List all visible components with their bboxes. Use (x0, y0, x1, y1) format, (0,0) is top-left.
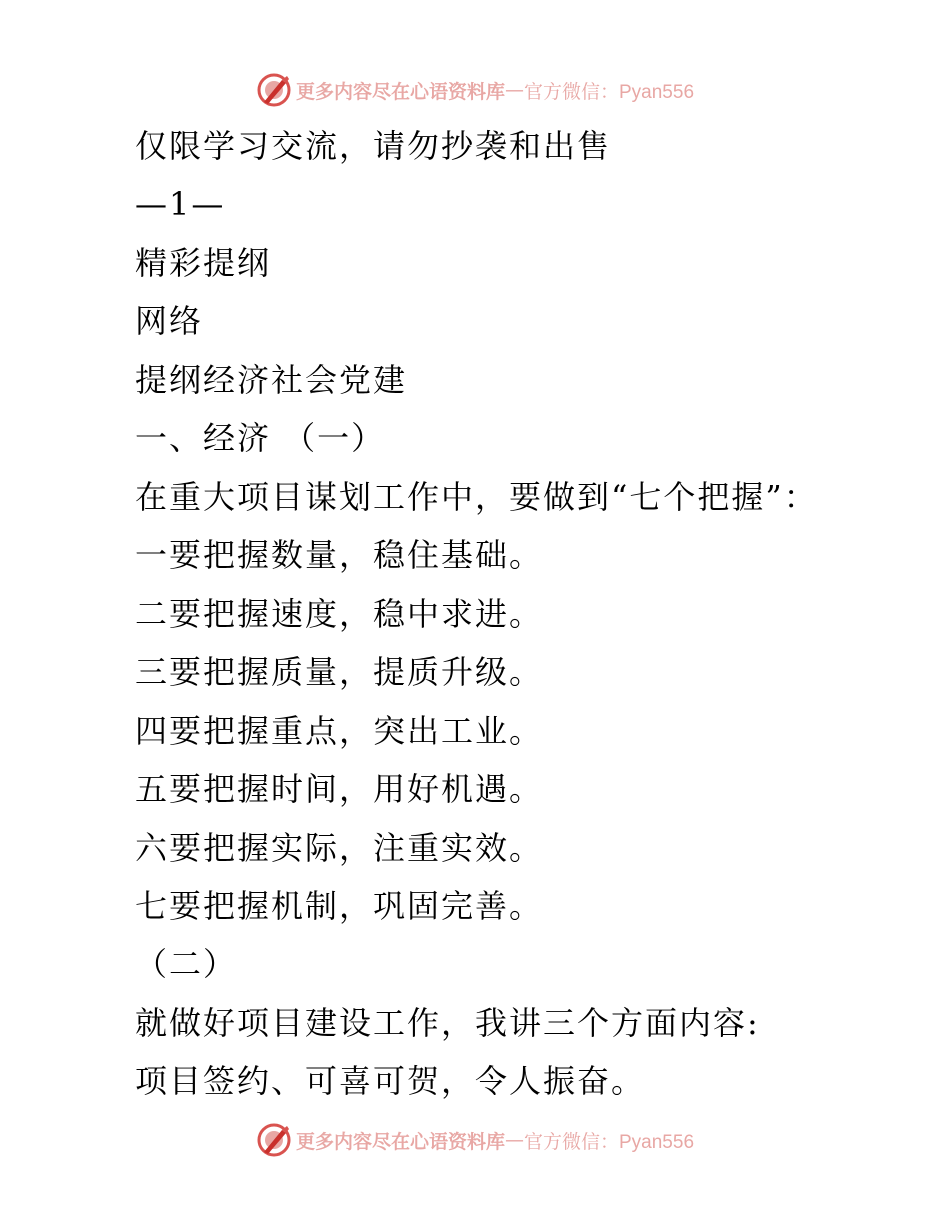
list-item: 三要把握质量，提质升级。 (135, 653, 544, 691)
list-item: 六要把握实际，注重实效。 (135, 829, 544, 867)
watermark-separator: — (505, 79, 524, 101)
watermark-contact: 官方微信：Pyan556 (524, 1131, 695, 1153)
watermark-brand: 更多内容尽在心语资料库 (295, 80, 505, 103)
notice-line: 仅限学习交流，请勿抄袭和出售 (135, 127, 612, 165)
watermark-contact: 官方微信：Pyan556 (524, 81, 695, 103)
pen-seal-icon (256, 72, 292, 108)
list-item: 一要把握数量，稳住基础。 (135, 536, 544, 574)
list-item: 四要把握重点，突出工业。 (135, 712, 544, 750)
list-item: 二要把握速度，稳中求进。 (135, 595, 544, 633)
paragraph-line: 项目签约、可喜可贺，令人振奋。 (135, 1062, 646, 1100)
watermark-separator: — (505, 1129, 524, 1151)
paragraph-line: 就做好项目建设工作，我讲三个方面内容: (135, 1004, 760, 1042)
header-watermark (0, 68, 950, 112)
subheading: （二） (135, 945, 238, 983)
subtitle-line: 提纲经济社会党建 (135, 361, 408, 399)
list-item: 五要把握时间，用好机遇。 (135, 770, 544, 808)
footer-watermark (0, 1118, 950, 1162)
watermark-brand: 更多内容尽在心语资料库 (295, 1130, 505, 1153)
page-number: —1— (135, 185, 226, 223)
pen-seal-icon (256, 1122, 292, 1158)
heading-economy: 一、经济 （一） (135, 419, 386, 457)
paragraph-line: 在重大项目谋划工作中，要做到“七个把握”： (135, 478, 818, 516)
subtitle-line: 网络 (135, 302, 204, 340)
list-item: 七要把握机制，巩固完善。 (135, 887, 544, 925)
section-title: 精彩提纲 (135, 244, 272, 282)
